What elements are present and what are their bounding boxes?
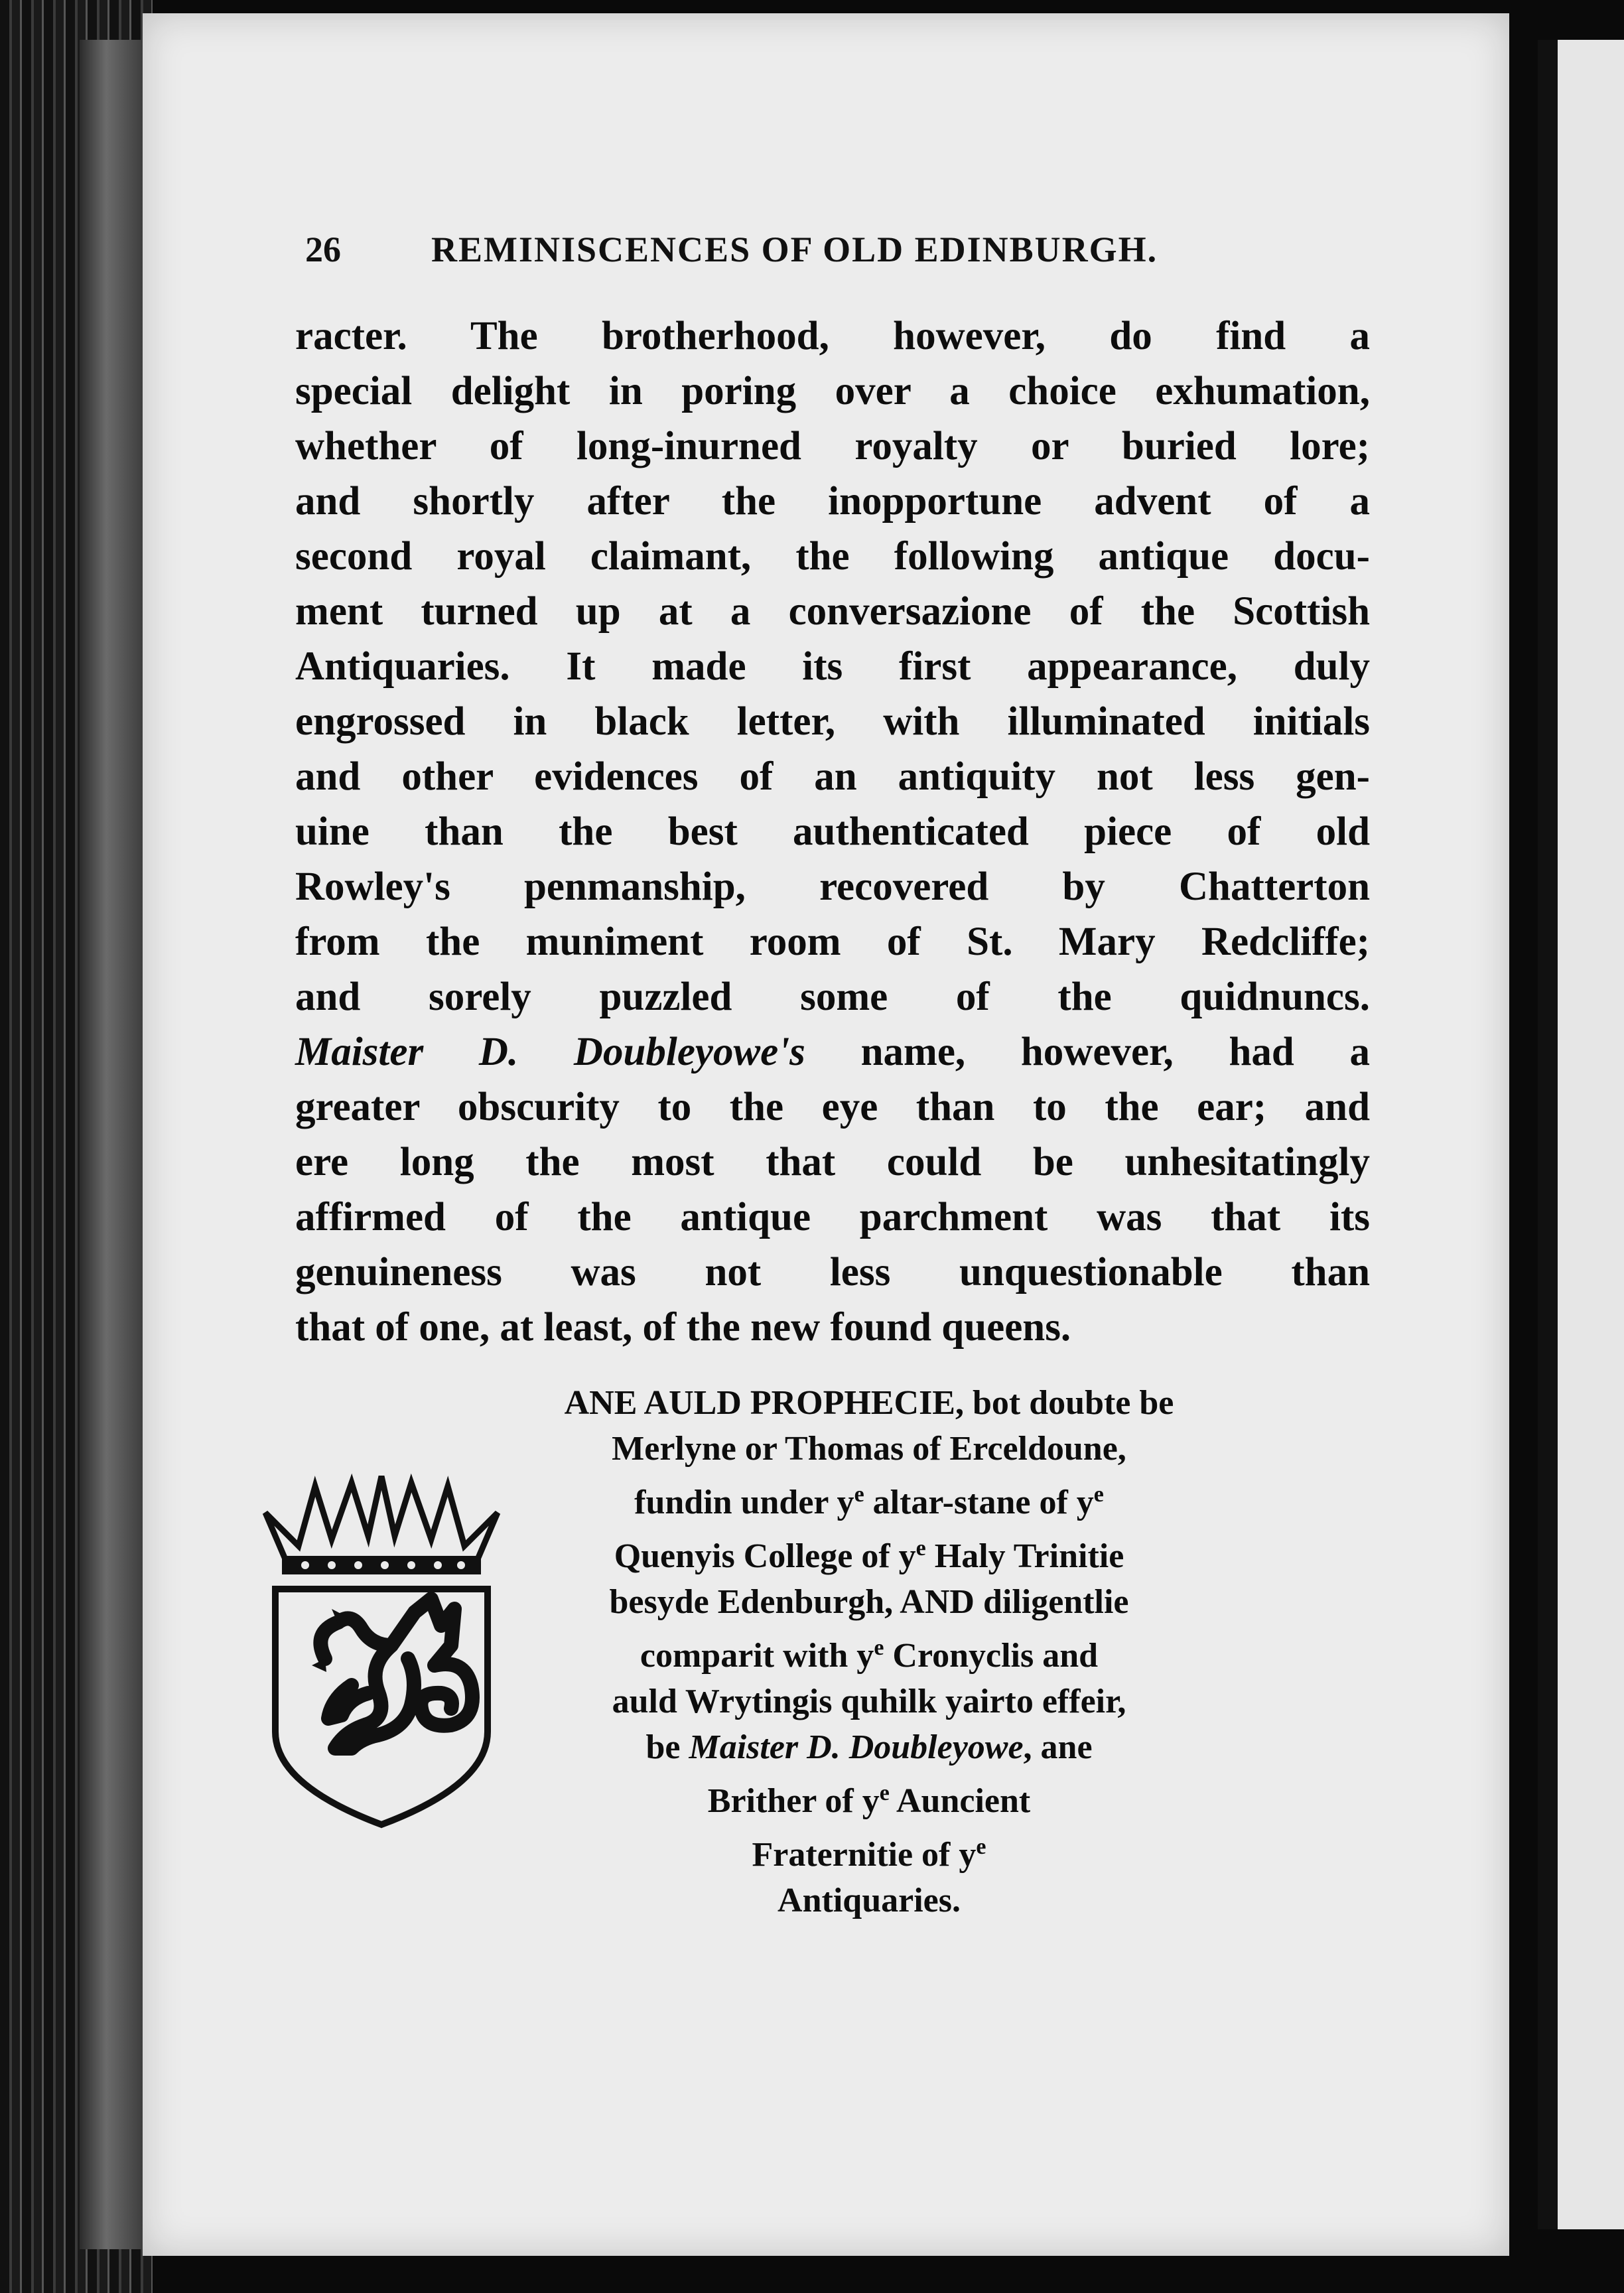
text-line: from the muniment room of St. Mary Redcliffe; [295,920,1370,964]
text-fragment: Cronyclis and [884,1637,1099,1675]
text-fragment: , ane [1023,1728,1093,1766]
text-fragment: Brither of y [707,1782,880,1820]
prophecy-line [372,1824,1367,1878]
text-line: ere long the most that could be unhesitatingly [295,1140,1370,1184]
text-line: racter. The brotherhood, however, do find a [295,314,1370,358]
superscript: e [976,1835,986,1859]
text-fragment: name, however, had a [805,1030,1370,1074]
prophecy-line: Merlyne or Thomas of Erceldoune, [612,1430,1126,1468]
prophecy-line [372,1724,1367,1770]
prophecy-title-block [372,1380,1367,1923]
superscript: e [915,1536,926,1561]
prophecy-line [372,1770,1367,1824]
body-text [295,309,1370,1355]
text-line: Antiquaries. It made its first appearance, duly [295,644,1370,689]
text-fragment: comparit with y [640,1637,874,1675]
text-line: greater obscurity to the eye than to the ear; and [295,1085,1370,1129]
prophecy-line [372,1472,1367,1525]
text-line: Rowley's penmanship, recovered by Chatterton [295,865,1370,909]
italic-name: Maister D. Doubleyowe's [295,1030,805,1074]
page-number: 26 [305,230,341,269]
text-line: second royal claimant, the following antique docu- [295,534,1370,579]
text-line [295,1024,1370,1079]
running-title: REMINISCENCES OF OLD EDINBURGH. [431,230,1158,269]
prophecy-line: auld Wrytingis quhilk yairto effeir, [612,1683,1126,1720]
prophecy-line: besyde Edenburgh, AND diligentlie [609,1583,1129,1621]
text-line: and other evidences of an antiquity not less gen- [295,754,1370,799]
text-line: special delight in poring over a choice exhumation, [295,369,1370,413]
facing-page-edge [1538,40,1624,2229]
text-line: and sorely puzzled some of the quidnuncs. [295,975,1370,1019]
text-line: affirmed of the antique parchment was that its [295,1195,1370,1239]
text-fragment: Haly Trinitie [925,1537,1124,1575]
text-line: engrossed in black letter, with illuminated initials [295,699,1370,744]
text-fragment: fundin under y [634,1484,854,1521]
text-line: whether of long-inurned royalty or buried lore; [295,424,1370,468]
text-fragment: Fraternitie of y [752,1836,977,1874]
prophecy-line [372,1625,1367,1679]
superscript: e [874,1635,884,1660]
text-fragment: altar-stane of y [864,1484,1094,1521]
text-line: that of one, at least, of the new found queens. [295,1305,1071,1350]
prophecy-line: Antiquaries. [778,1882,961,1919]
running-header [305,229,1340,282]
superscript: e [879,1781,890,1805]
superscript: e [854,1482,864,1507]
text-line: genuineness was not less unquestionable than [295,1250,1370,1294]
prophecy-line: ANE AULD PROPHECIE, bot doubte be [564,1384,1174,1422]
text-line: uine than the best authenticated piece of old [295,809,1370,854]
superscript: e [1093,1482,1104,1507]
text-fragment: be [645,1728,689,1766]
text-fragment: Auncient [889,1782,1031,1820]
page-stack-edge [80,40,146,2249]
text-line: and shortly after the inopportune advent of a [295,479,1370,523]
prophecy-line [372,1525,1367,1579]
text-fragment: Quenyis College of y [614,1537,916,1575]
text-line: ment turned up at a conversazione of the Scottish [295,589,1370,634]
italic-name: Maister D. Doubleyowe [689,1728,1024,1766]
